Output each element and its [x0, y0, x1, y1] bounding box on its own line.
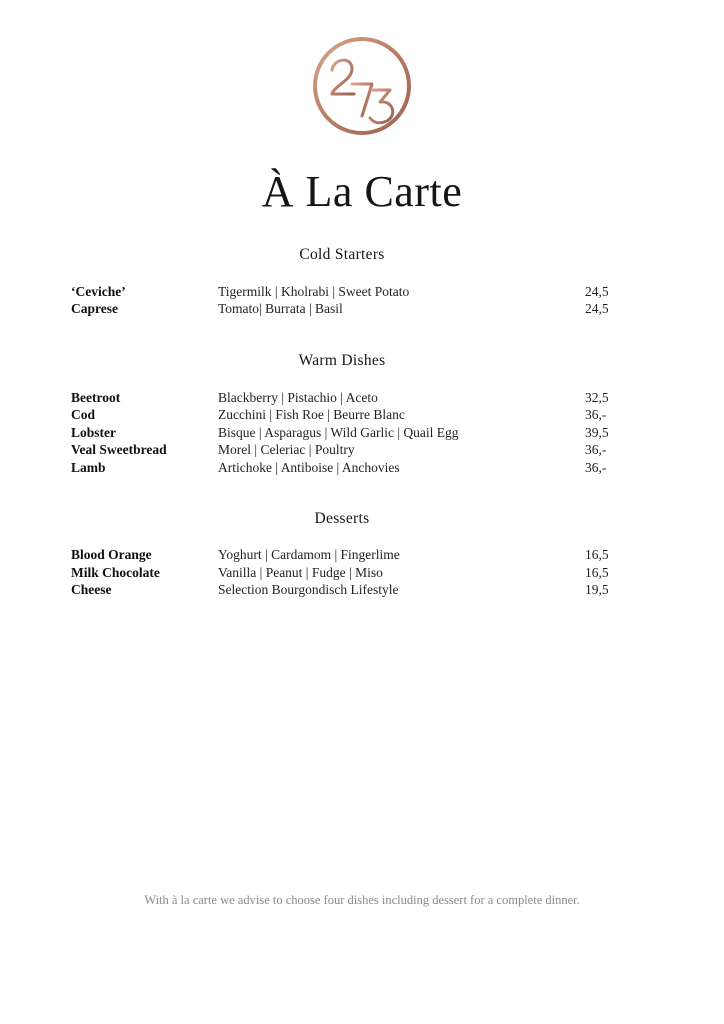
dish-name: Blood Orange: [71, 547, 152, 562]
menu-item: [0, 546, 724, 564]
dish-name: Beetroot: [71, 390, 121, 405]
dish-price: 36,-: [585, 442, 607, 457]
menu-item: [0, 300, 724, 318]
menu-item: [0, 424, 724, 442]
dish-price: 16,5: [585, 565, 609, 580]
menu-item: [0, 564, 724, 582]
section-title-cold-starters: Cold Starters: [299, 246, 385, 263]
dish-name: Lobster: [71, 425, 116, 440]
menu-item: [0, 441, 724, 459]
dish-price: 36,-: [585, 407, 607, 422]
dish-name: Cod: [71, 407, 96, 422]
menu-item: [0, 389, 724, 407]
dish-name: ‘Ceviche’: [71, 284, 126, 299]
dish-price: 32,5: [585, 390, 609, 405]
dish-description: Yoghurt | Cardamom | Fingerlime: [218, 547, 400, 562]
menu-item: [0, 459, 724, 477]
dish-price: 36,-: [585, 460, 607, 475]
dish-description: Selection Bourgondisch Lifestyle: [218, 582, 399, 597]
restaurant-logo: [312, 36, 412, 136]
dish-price: 39,5: [585, 425, 609, 440]
menu-item: [0, 581, 724, 599]
dish-name: Veal Sweetbread: [71, 442, 167, 457]
footer-note: With à la carte we advise to choose four dishes including dessert for a complete dinner.: [144, 893, 580, 907]
dish-name: Milk Chocolate: [71, 565, 160, 580]
dish-description: Zucchini | Fish Roe | Beurre Blanc: [218, 407, 405, 422]
menu-title: À La Carte: [261, 167, 463, 216]
section-title-desserts: Desserts: [314, 510, 370, 527]
dish-description: Artichoke | Antiboise | Anchovies: [218, 460, 400, 475]
dish-description: Tomato| Burrata | Basil: [218, 301, 343, 316]
dish-description: Blackberry | Pistachio | Aceto: [218, 390, 378, 405]
menu-item: [0, 283, 724, 301]
logo-273-icon: [312, 36, 412, 136]
dish-price: 19,5: [585, 582, 609, 597]
dish-description: Bisque | Asparagus | Wild Garlic | Quail Egg: [218, 425, 459, 440]
dish-name: Lamb: [71, 460, 106, 475]
dish-name: Caprese: [71, 301, 118, 316]
dish-price: 24,5: [585, 284, 609, 299]
dish-description: Vanilla | Peanut | Fudge | Miso: [218, 565, 383, 580]
menu-item: [0, 406, 724, 424]
dish-name: Cheese: [71, 582, 112, 597]
dish-description: Morel | Celeriac | Poultry: [218, 442, 355, 457]
section-title-warm-dishes: Warm Dishes: [298, 352, 386, 369]
dish-price: 16,5: [585, 547, 609, 562]
dish-description: Tigermilk | Kholrabi | Sweet Potato: [218, 284, 410, 299]
dish-price: 24,5: [585, 301, 609, 316]
